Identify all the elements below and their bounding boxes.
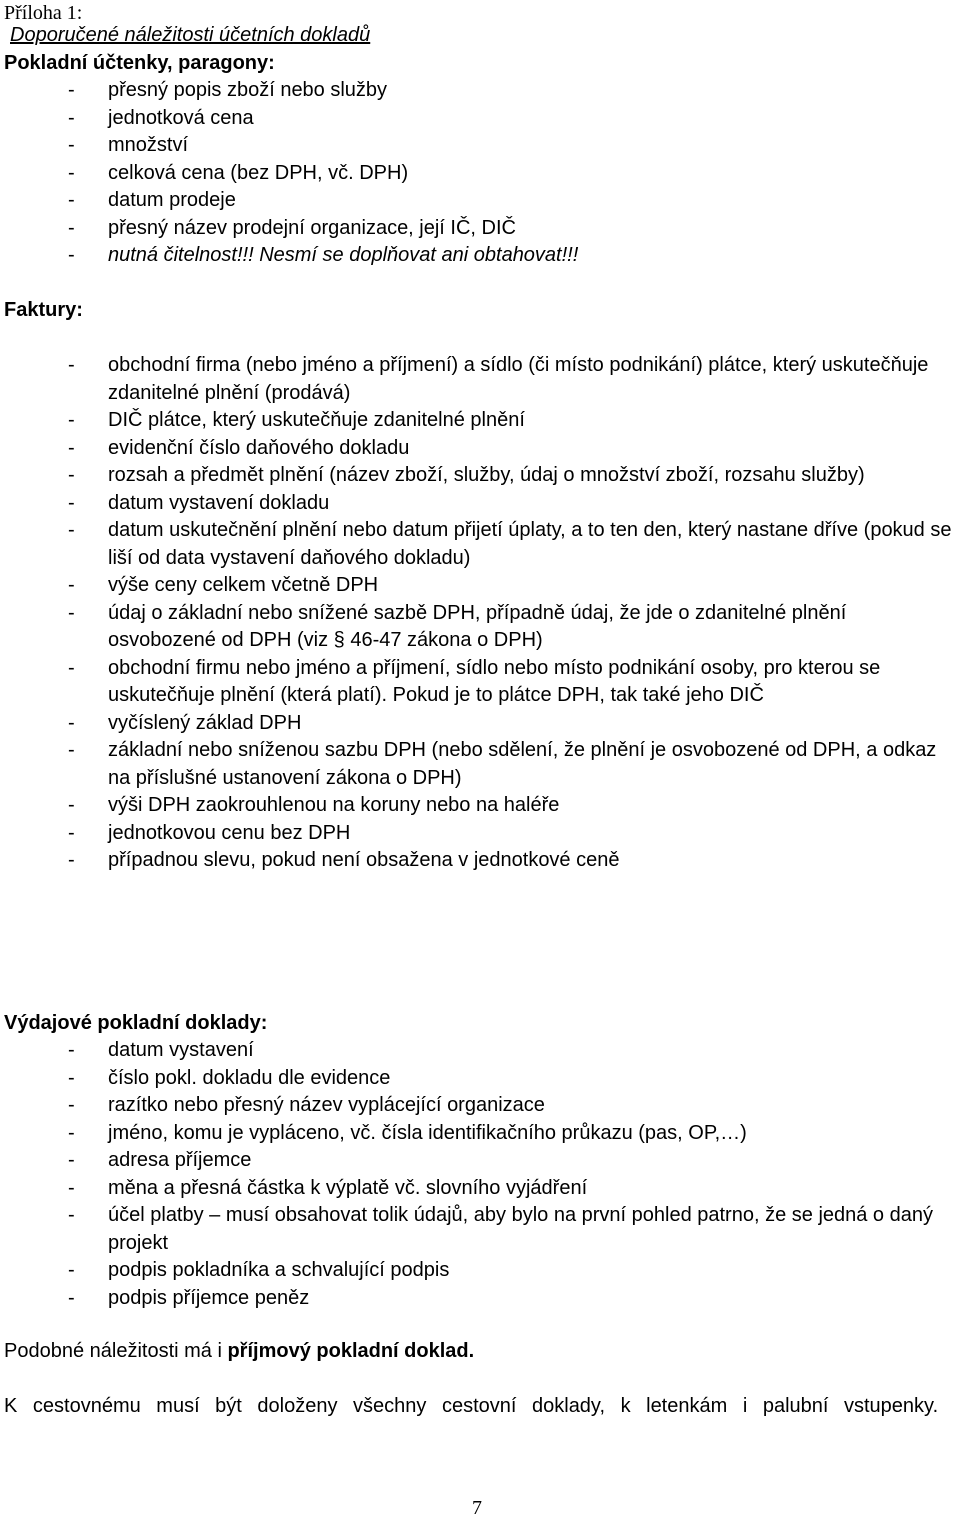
list-item xyxy=(68,490,953,518)
list-item xyxy=(68,160,948,188)
list-item xyxy=(68,655,953,710)
list-item xyxy=(68,517,953,572)
list-dash: - xyxy=(68,739,75,761)
list-item-text: rozsah a předmět plnění (název zboží, služby, údaj o množství zboží, rozsahu služby) xyxy=(108,464,865,486)
list-item xyxy=(68,132,948,160)
list-dash: - xyxy=(68,821,75,844)
list-item xyxy=(68,105,948,133)
list-item-text: nutná čitelnost!!! Nesmí se doplňovat ani obtahovat!!! xyxy=(108,244,579,266)
list-item-text: účel platby – musí obsahovat tolik údajů, aby bylo na první pohled patrno, že se jedná o daný projekt xyxy=(108,1204,933,1254)
list-item-text: datum vystavení xyxy=(108,1039,254,1061)
list-item xyxy=(68,792,953,820)
list-dash: - xyxy=(68,519,75,541)
list-item xyxy=(68,737,953,792)
list-dash: - xyxy=(68,464,75,486)
list-item xyxy=(68,847,953,875)
list-dash: - xyxy=(68,849,75,871)
list-item-text: jednotkovou cenu bez DPH xyxy=(108,821,351,844)
list-dash: - xyxy=(68,79,75,101)
annex-label: Příloha 1: xyxy=(4,2,83,24)
list-dash: - xyxy=(68,1204,75,1226)
page-number: 7 xyxy=(472,1497,482,1519)
list-item xyxy=(68,1257,956,1285)
list-item xyxy=(68,462,953,490)
list-item xyxy=(68,215,948,243)
list-item xyxy=(68,1202,956,1257)
income-note-bold: příjmový pokladní doklad. xyxy=(227,1340,475,1362)
list-item-text: jednotková cena xyxy=(108,106,254,129)
list-item-text: podpis pokladníka a schvalující podpis xyxy=(108,1259,450,1281)
income-note xyxy=(4,1338,474,1366)
list-item xyxy=(68,1092,956,1120)
list-dash: - xyxy=(68,1149,75,1171)
list-item-text: číslo pokl. dokladu dle evidence xyxy=(108,1066,391,1089)
expenses-list xyxy=(68,1037,956,1312)
list-dash: - xyxy=(68,1176,75,1199)
list-dash: - xyxy=(68,1121,75,1144)
income-note-text: Podobné náležitosti má i xyxy=(4,1340,228,1362)
list-item-text: množství xyxy=(108,134,189,156)
list-dash: - xyxy=(68,134,75,156)
list-item-text: datum uskutečnění plnění nebo datum přijetí úplaty, a to ten den, který nastane dříve (pokud se liší od data vystavení daňového dokladu) xyxy=(108,519,952,569)
list-item-text: základní nebo sníženou sazbu DPH (nebo sdělení, že plnění je osvobozené od DPH, a odkaz na příslušné ustanovení zákona o DPH) xyxy=(108,739,937,789)
list-item-text: vyčíslený základ DPH xyxy=(108,711,302,734)
list-item xyxy=(68,187,948,215)
list-item-text: měna a přesná částka k výplatě vč. slovního vyjádření xyxy=(108,1176,588,1199)
list-item-text: případnou slevu, pokud není obsažena v jednotkové ceně xyxy=(108,849,620,871)
list-item-text: podpis příjemce peněz xyxy=(108,1286,310,1309)
list-item xyxy=(68,407,953,435)
list-dash: - xyxy=(68,436,75,459)
list-item xyxy=(68,242,948,270)
list-dash: - xyxy=(68,189,75,211)
page-title: Doporučené náležitosti účetních dokladů xyxy=(10,24,371,46)
list-item-text: adresa příjemce xyxy=(108,1149,252,1171)
receipts-list xyxy=(68,77,948,270)
list-item-text: celková cena (bez DPH, vč. DPH) xyxy=(108,161,409,184)
list-item xyxy=(68,435,953,463)
list-dash: - xyxy=(68,106,75,129)
list-item xyxy=(68,77,948,105)
list-item-text: datum vystavení dokladu xyxy=(108,491,330,514)
list-item xyxy=(68,1175,956,1203)
list-dash: - xyxy=(68,1259,75,1281)
expenses-heading: Výdajové pokladní doklady: xyxy=(4,1012,268,1034)
list-dash: - xyxy=(68,1039,75,1061)
list-dash: - xyxy=(68,354,75,376)
list-item-text: jméno, komu je vypláceno, vč. čísla identifikačního průkazu (pas, OP,…) xyxy=(108,1121,747,1144)
list-item xyxy=(68,1147,956,1175)
list-item-text: přesný název prodejní organizace, její IČ, DIČ xyxy=(108,216,516,239)
list-item-text: evidenční číslo daňového dokladu xyxy=(108,436,410,459)
list-dash: - xyxy=(68,574,75,596)
list-item xyxy=(68,600,953,655)
list-item xyxy=(68,572,953,600)
list-dash: - xyxy=(68,1094,75,1116)
list-dash: - xyxy=(68,1286,75,1309)
invoices-list xyxy=(68,352,953,875)
list-item-text: datum prodeje xyxy=(108,189,236,211)
list-dash: - xyxy=(68,656,75,679)
list-dash: - xyxy=(68,711,75,734)
travel-note: K cestovnému musí být doloženy všechny cestovní doklady, k letenkám i palubní vstupenky. xyxy=(4,1395,939,1417)
list-item-text: obchodní firmu nebo jméno a příjmení, sídlo nebo místo podnikání osoby, pro kterou se uskutečňuje plnění (která platí). Pokud je to plátce DPH, tak také jeho DIČ xyxy=(108,656,881,706)
list-dash: - xyxy=(68,161,75,184)
list-dash: - xyxy=(68,216,75,239)
list-dash: - xyxy=(68,1066,75,1089)
list-item-text: výše ceny celkem včetně DPH xyxy=(108,574,379,596)
list-dash: - xyxy=(68,409,75,431)
list-dash: - xyxy=(68,491,75,514)
list-item xyxy=(68,1120,956,1148)
list-item xyxy=(68,710,953,738)
list-item-text: razítko nebo přesný název vyplácející organizace xyxy=(108,1094,545,1116)
list-item-text: výši DPH zaokrouhlenou na koruny nebo na haléře xyxy=(108,794,560,816)
invoices-heading: Faktury: xyxy=(4,299,83,321)
list-item xyxy=(68,352,953,407)
receipts-heading: Pokladní účtenky, paragony: xyxy=(4,52,275,74)
list-item xyxy=(68,1285,956,1313)
list-dash: - xyxy=(68,244,75,266)
list-item-text: DIČ plátce, který uskutečňuje zdanitelné plnění xyxy=(108,409,525,431)
list-item-text: přesný popis zboží nebo služby xyxy=(108,79,388,101)
list-item-text: údaj o základní nebo snížené sazbě DPH, případně údaj, že jde o zdanitelné plnění osvobozené od DPH (viz § 46-47 zákona o DPH) xyxy=(108,601,847,651)
list-item xyxy=(68,1037,956,1065)
list-dash: - xyxy=(68,601,75,624)
list-item xyxy=(68,1065,956,1093)
list-item xyxy=(68,820,953,848)
list-item-text: obchodní firma (nebo jméno a příjmení) a sídlo (či místo podnikání) plátce, který uskutečňuje zdanitelné plnění (prodává) xyxy=(108,354,929,404)
list-dash: - xyxy=(68,794,75,816)
